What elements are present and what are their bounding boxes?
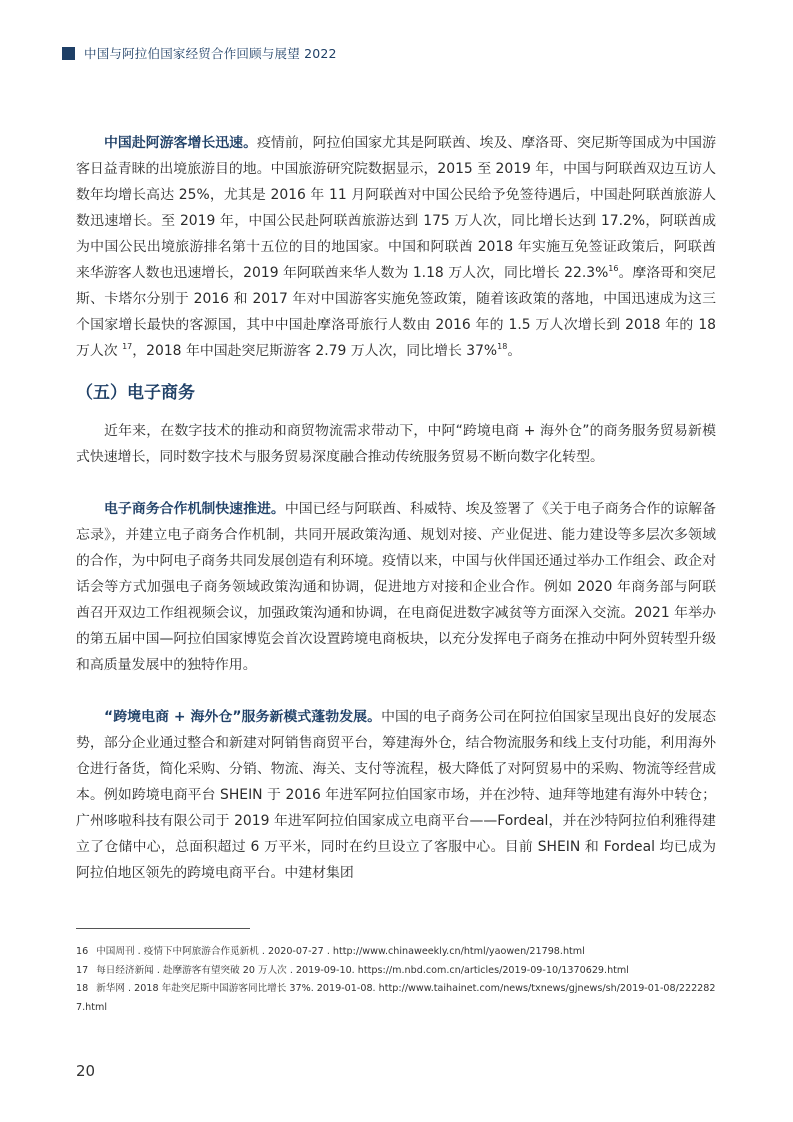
footnote-divider <box>76 928 250 929</box>
paragraph-ecommerce-mechanism <box>76 496 716 678</box>
paragraph-text: 中国的电子商务公司在阿拉伯国家呈现出良好的发展态势，部分企业通过整合和新建对阿销售商贸平台，筹建海外仓，结合物流服务和线上支付功能，利用海外仓进行备货，简化采购、分销、物流、海关、支付等流程，极大降低了对阿贸易中的采购、物流等经营成本。例如跨境电商平台 SHEIN 于 2016 年进军阿拉伯国家市场，并在沙特、迪拜等地建有海外中转仓；广州哆啦科技有限公司于 2019 年进军阿拉伯国家成立电商平台——Fordeal，并在沙特阿拉伯利雅得建立了仓储中心，总面积超过 6 万平米，同时在约旦设立了客服中心。目前 SHEIN 和 Fordeal 均已成为阿拉伯地区领先的跨境电商平台。中建材集团 <box>76 709 716 881</box>
footnote-ref: 17 <box>122 342 133 351</box>
footnote-number: 16 <box>76 946 89 957</box>
running-header <box>62 44 337 62</box>
footnote-ref: 16 <box>608 264 619 273</box>
paragraph-intro: 近年来，在数字技术的推动和商贸物流需求带动下，中阿“跨境电商 + 海外仓”的商务服务贸易新模式快速增长，同时数字技术与服务贸易深度融合推动传统服务贸易不断向数字化转型。 <box>76 423 716 465</box>
paragraph-tourism <box>76 130 716 364</box>
footnote-item <box>76 943 721 962</box>
paragraph-text: 。摩洛哥和突尼斯、卡塔尔分别于 2016 和 2017 年对中国游客实施免签政策，随着该政策的落地，中国迅速成为这三个国家增长最快的客源国，其中中国赴摩洛哥旅行人数由 2016 年的 1.5 万人次增长到 2018 年的 18 万人次 <box>76 265 716 359</box>
header-title: 中国与阿拉伯国家经贸合作回顾与展望 2022 <box>84 46 337 61</box>
page-number: 20 <box>76 1062 96 1080</box>
paragraph-text: 中国已经与阿联酋、科威特、埃及签署了《关于电子商务合作的谅解备忘录》，并建立电子商务合作机制，共同开展政策沟通、规划对接、产业促进、能力建设等多层次多领域的合作，为中阿电子商务共同发展创造有利环境。疫情以来，中国与伙伴国还通过举办工作组会、政企对话会等方式加强电子商务领域政策沟通和协调，促进地方对接和企业合作。例如 2020 年商务部与阿联酋召开双边工作组视频会议，加强政策沟通和协调，在电商促进数字减贫等方面深入交流。2021 年举办的第五届中国—阿拉伯国家博览会首次设置跨境电商板块，以充分发挥电子商务在推动中阿外贸转型升级和高质量发展中的独特作用。 <box>76 501 716 673</box>
paragraph-lead: 电子商务合作机制快速推进。 <box>104 501 285 517</box>
paragraph-lead: “跨境电商 + 海外仓”服务新模式蓬勃发展。 <box>104 709 382 725</box>
header-square-icon <box>62 47 75 60</box>
footnote-number: 17 <box>76 964 89 976</box>
footnote-item <box>76 962 721 981</box>
main-content <box>76 130 716 886</box>
paragraph-cross-border <box>76 704 716 886</box>
footnote-text: 新华网 . 2018 年赴突尼斯中国游客同比增长 37%. 2019-01-08. http://www.taihainet.com/news/txnews/gjnews/sh/2019-01-08/2222827.html <box>76 983 716 1013</box>
footnote-ref: 18 <box>497 342 508 351</box>
paragraph-gap <box>76 678 716 704</box>
paragraph-text: ，2018 年中国赴突尼斯游客 2.79 万人次，同比增长 37% <box>132 343 498 359</box>
footnote-number: 18 <box>76 983 89 994</box>
footnote-text: 每日经济新闻 . 赴摩游客有望突破 20 万人次 . 2019-09-10. https://m.nbd.com.cn/articles/2019-09-10/1370629.html <box>96 964 629 976</box>
footnote-item <box>76 980 721 1017</box>
footnotes <box>76 943 721 1017</box>
paragraph-gap <box>76 470 716 496</box>
paragraph-text: 。 <box>507 343 522 359</box>
paragraph-lead: 中国赴阿游客增长迅速。 <box>104 135 257 151</box>
section-title: （五）电子商务 <box>76 383 195 403</box>
paragraph-text: 疫情前，阿拉伯国家尤其是阿联酋、埃及、摩洛哥、突尼斯等国成为中国游客日益青睐的出境旅游目的地。中国旅游研究院数据显示，2015 至 2019 年，中国与阿联酋双边互访人数年均增长高达 25%，尤其是 2016 年 11 月阿联酋对中国公民给予免签待遇后，中国赴阿联酋旅游人数迅速增长。至 2019 年，中国公民赴阿联酋旅游达到 175 万人次，同比增长达到 17.2%，阿联酋成为中国公民出境旅游排名第十五位的目的地国家。中国和阿联酋 2018 年实施互免签证政策后，阿联酋来华游客人数也迅速增长，2019 年阿联酋来华人数为 1.18 万人次，同比增长 22.3% <box>76 135 716 281</box>
footnote-text: 中国周刊 . 疫情下中阿旅游合作觅新机 . 2020-07-27 . http://www.chinaweekly.cn/html/yaowen/21798.html <box>96 946 585 957</box>
